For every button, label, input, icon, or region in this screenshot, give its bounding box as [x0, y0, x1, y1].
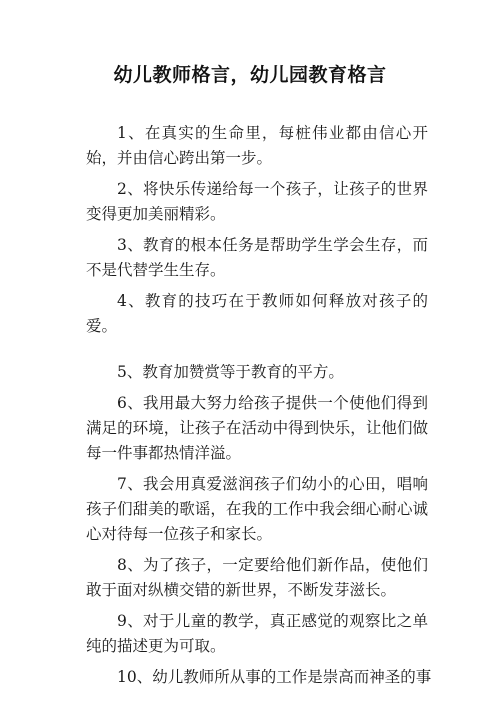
quote-paragraph-3: 3、教育的根本任务是帮助学生学会生存，而不是代替学生生存。: [86, 236, 428, 279]
document-body: [86, 121, 432, 690]
quote-paragraph-1: 1、在真实的生命里，每桩伟业都由信心开始，并由信心跨出第一步。: [86, 124, 428, 167]
quote-paragraph-5: 5、教育加赞赏等于教育的平方。: [117, 363, 344, 381]
quote-paragraph-4: 4、教育的技巧在于教师如何释放对孩子的爱。: [86, 292, 428, 335]
quote-paragraph-9: 9、对于儿童的教学，真正感觉的观察比之单纯的描述更为可取。: [86, 612, 428, 655]
quote-paragraph-10: 10、幼儿教师所从事的工作是崇高而神圣的事: [117, 668, 432, 686]
document-title: 幼儿教师格言，幼儿园教育格言: [113, 64, 387, 86]
quote-paragraph-6: 6、我用最大努力给孩子提供一个使他们得到满足的环境，让孩子在活动中得到快乐，让他们做每一件事都热情洋溢。: [86, 394, 428, 462]
quote-paragraph-8: 8、为了孩子，一定要给他们新作品，使他们敢于面对纵横交错的新世界，不断发芽滋长。: [86, 556, 428, 599]
quote-paragraph-7: 7、我会用真爱滋润孩子们幼小的心田，唱响孩子们甜美的歌谣，在我的工作中我会细心耐心诚心对待每一位孩子和家长。: [86, 475, 428, 543]
quote-paragraph-2: 2、将快乐传递给每一个孩子，让孩子的世界变得更加美丽精彩。: [86, 180, 428, 223]
